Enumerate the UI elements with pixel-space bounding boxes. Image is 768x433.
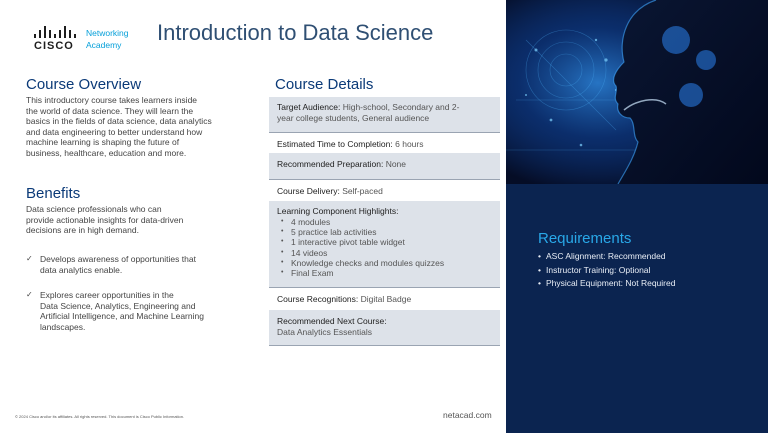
course-overview-heading: Course Overview xyxy=(26,76,142,93)
page-title: Introduction to Data Science xyxy=(157,20,434,45)
course-details-heading: Course Details xyxy=(275,76,374,93)
cisco-wordmark: CISCO xyxy=(34,40,74,52)
list-item: • Knowledge checks and modules quizzes xyxy=(277,258,492,268)
cisco-bars-icon xyxy=(34,26,78,38)
divider xyxy=(269,132,500,133)
course-overview-text: This introductory course takes learners inside the world of data science. They will learn the basics in the fields of data science, data analytics and data engineering to better understand how machine learning is shaping the future of business, healthcare, education and more. xyxy=(26,95,212,158)
list-item: • ASC Alignment: Recommended xyxy=(538,250,675,264)
copyright-text: © 2024 Cisco and/or its affiliates. All rights reserved. This document is Cisco Public Information. xyxy=(15,414,185,419)
course-details-table xyxy=(269,97,500,347)
learning-highlights-row: Learning Component Highlights: • 4 modules • 5 practice lab activities • 1 interactive pivot table widget • 14 videos • Knowledge checks and modules quizzes • Final Exam xyxy=(269,201,500,287)
list-item: • Final Exam xyxy=(277,268,492,278)
benefits-text: Data science professionals who can provide actionable insights for data-driven decisions are in high demand. xyxy=(26,204,184,236)
list-item: • 5 practice lab activities xyxy=(277,227,492,237)
benefit-item: ✓ Develops awareness of opportunities that data analytics enable. xyxy=(26,254,196,275)
recommended-preparation-row: Recommended Preparation: None xyxy=(269,153,500,179)
list-item: • 14 videos xyxy=(277,248,492,258)
highlights-list xyxy=(277,217,492,278)
course-delivery-row: Course Delivery: Self-paced xyxy=(277,186,383,196)
requirements-panel xyxy=(506,184,768,433)
estimated-time-row: Estimated Time to Completion: 6 hours xyxy=(277,139,424,149)
networking-academy-text: Networking Academy xyxy=(86,28,129,50)
target-audience-row: Target Audience: High-school, Secondary and 2- year college students, General audience xyxy=(269,97,500,132)
requirements-list xyxy=(538,250,675,291)
netacad-link[interactable]: netacad.com xyxy=(443,410,492,420)
benefits-heading: Benefits xyxy=(26,185,81,202)
check-icon: ✓ xyxy=(26,290,33,299)
hero-image xyxy=(506,0,768,184)
list-item: • Physical Equipment: Not Required xyxy=(538,277,675,291)
list-item: • Instructor Training: Optional xyxy=(538,264,675,278)
list-item: • 4 modules xyxy=(277,217,492,227)
ai-head-silhouette-icon xyxy=(506,0,768,184)
divider xyxy=(269,287,500,288)
divider xyxy=(269,179,500,180)
cisco-networking-academy-logo xyxy=(34,24,149,58)
check-icon: ✓ xyxy=(26,254,33,263)
recommended-next-course-row: Recommended Next Course: Data Analytics Essentials xyxy=(269,310,500,345)
list-item: • 1 interactive pivot table widget xyxy=(277,237,492,247)
benefit-item: ✓ Explores career opportunities in the Data Science, Analytics, Engineering and Artificial Intelligence, and Machine Learning landscapes. xyxy=(26,290,204,332)
divider xyxy=(269,345,500,346)
course-recognitions-row: Course Recognitions: Digital Badge xyxy=(277,294,412,304)
requirements-heading: Requirements xyxy=(538,230,632,247)
